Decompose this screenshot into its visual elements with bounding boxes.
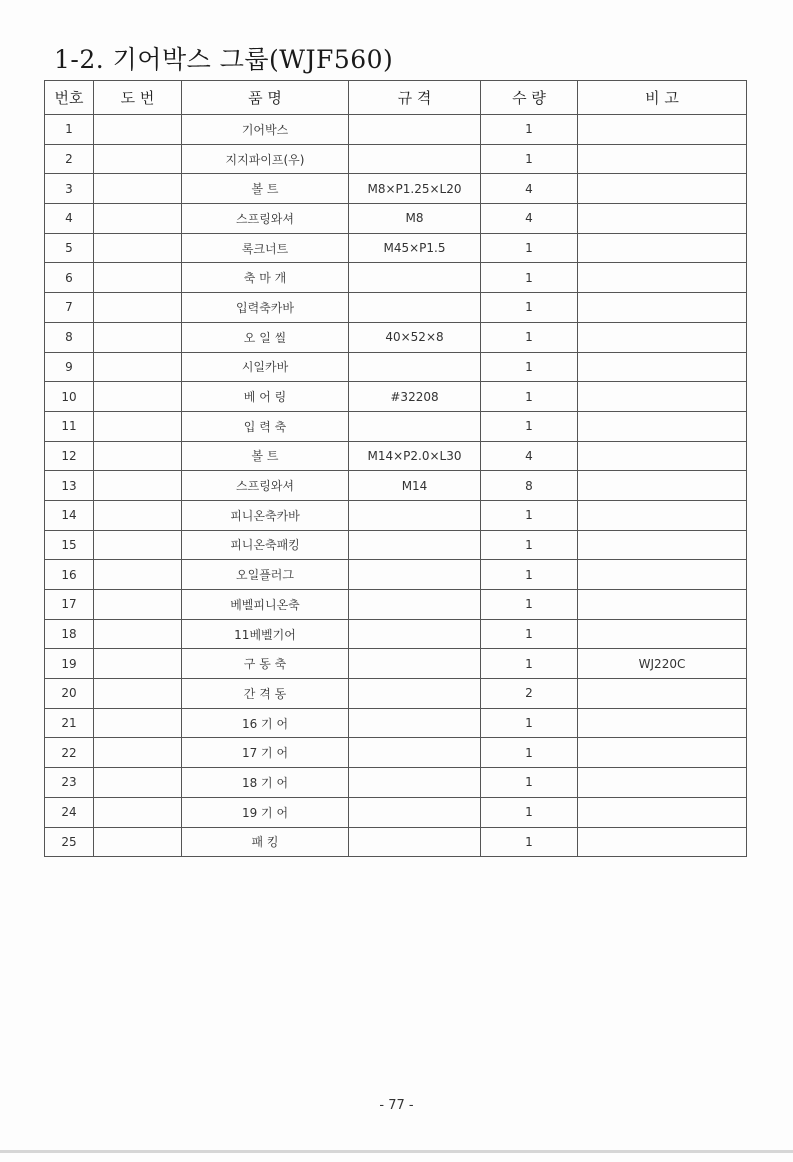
- cell-part-name: 피니온축패킹: [182, 530, 349, 560]
- cell-drawing-number: [94, 530, 182, 560]
- table-row: [45, 115, 747, 145]
- cell-part-name: 18 기 어: [182, 768, 349, 798]
- cell-remarks: [578, 530, 747, 560]
- cell-number: 7: [45, 293, 94, 323]
- cell-remarks: [578, 352, 747, 382]
- cell-quantity: 2: [481, 679, 578, 709]
- cell-drawing-number: [94, 560, 182, 590]
- cell-number: 21: [45, 708, 94, 738]
- table-header-row: [45, 81, 747, 115]
- table-row: [45, 500, 747, 530]
- cell-spec: [349, 263, 481, 293]
- table-row: [45, 590, 747, 620]
- cell-quantity: 4: [481, 174, 578, 204]
- cell-remarks: [578, 233, 747, 263]
- cell-number: 9: [45, 352, 94, 382]
- cell-remarks: [578, 708, 747, 738]
- page-bottom-edge: [0, 1150, 793, 1153]
- page-number: - 77 -: [379, 1098, 414, 1113]
- cell-number: 12: [45, 441, 94, 471]
- cell-spec: [349, 144, 481, 174]
- cell-quantity: 1: [481, 263, 578, 293]
- cell-quantity: 1: [481, 708, 578, 738]
- table-row: [45, 738, 747, 768]
- cell-number: 15: [45, 530, 94, 560]
- table-row: [45, 649, 747, 679]
- cell-spec: [349, 738, 481, 768]
- cell-remarks: WJ220C: [578, 649, 747, 679]
- cell-drawing-number: [94, 263, 182, 293]
- cell-drawing-number: [94, 352, 182, 382]
- cell-spec: M8×P1.25×L20: [349, 174, 481, 204]
- cell-quantity: 1: [481, 797, 578, 827]
- cell-drawing-number: [94, 619, 182, 649]
- cell-drawing-number: [94, 679, 182, 709]
- cell-spec: [349, 708, 481, 738]
- table-row: [45, 619, 747, 649]
- cell-number: 22: [45, 738, 94, 768]
- cell-quantity: 4: [481, 441, 578, 471]
- cell-quantity: 1: [481, 738, 578, 768]
- cell-number: 5: [45, 233, 94, 263]
- cell-drawing-number: [94, 797, 182, 827]
- table-row: [45, 708, 747, 738]
- cell-quantity: 1: [481, 293, 578, 323]
- cell-part-name: 17 기 어: [182, 738, 349, 768]
- table-row: [45, 174, 747, 204]
- parts-table: [44, 80, 747, 857]
- table-row: [45, 530, 747, 560]
- cell-part-name: 축 마 개: [182, 263, 349, 293]
- cell-drawing-number: [94, 115, 182, 145]
- header-number: 번호: [45, 81, 94, 115]
- cell-quantity: 1: [481, 352, 578, 382]
- cell-number: 19: [45, 649, 94, 679]
- table-row: [45, 204, 747, 234]
- cell-remarks: [578, 204, 747, 234]
- cell-remarks: [578, 560, 747, 590]
- cell-spec: [349, 827, 481, 857]
- cell-number: 8: [45, 322, 94, 352]
- table-row: [45, 471, 747, 501]
- cell-remarks: [578, 797, 747, 827]
- cell-spec: [349, 115, 481, 145]
- cell-drawing-number: [94, 411, 182, 441]
- cell-spec: [349, 649, 481, 679]
- cell-remarks: [578, 322, 747, 352]
- cell-quantity: 1: [481, 500, 578, 530]
- header-quantity: 수 량: [481, 81, 578, 115]
- cell-spec: M45×P1.5: [349, 233, 481, 263]
- cell-part-name: 오일플러그: [182, 560, 349, 590]
- cell-remarks: [578, 738, 747, 768]
- cell-part-name: 오 일 씰: [182, 322, 349, 352]
- cell-quantity: 8: [481, 471, 578, 501]
- cell-number: 4: [45, 204, 94, 234]
- table-row: [45, 352, 747, 382]
- cell-remarks: [578, 382, 747, 412]
- cell-quantity: 1: [481, 322, 578, 352]
- cell-spec: #32208: [349, 382, 481, 412]
- table-row: [45, 233, 747, 263]
- header-remarks: 비 고: [578, 81, 747, 115]
- cell-drawing-number: [94, 768, 182, 798]
- cell-remarks: [578, 590, 747, 620]
- cell-quantity: 1: [481, 115, 578, 145]
- table-row: [45, 560, 747, 590]
- cell-drawing-number: [94, 441, 182, 471]
- cell-remarks: [578, 263, 747, 293]
- cell-remarks: [578, 174, 747, 204]
- cell-drawing-number: [94, 827, 182, 857]
- cell-remarks: [578, 115, 747, 145]
- table-row: [45, 679, 747, 709]
- cell-part-name: 베벨피니온축: [182, 590, 349, 620]
- table-row: [45, 293, 747, 323]
- cell-quantity: 1: [481, 144, 578, 174]
- cell-number: 6: [45, 263, 94, 293]
- cell-part-name: 16 기 어: [182, 708, 349, 738]
- cell-spec: [349, 530, 481, 560]
- cell-spec: [349, 500, 481, 530]
- cell-drawing-number: [94, 322, 182, 352]
- cell-number: 24: [45, 797, 94, 827]
- cell-drawing-number: [94, 471, 182, 501]
- cell-quantity: 1: [481, 590, 578, 620]
- cell-spec: M14×P2.0×L30: [349, 441, 481, 471]
- cell-number: 13: [45, 471, 94, 501]
- cell-drawing-number: [94, 233, 182, 263]
- cell-number: 14: [45, 500, 94, 530]
- cell-remarks: [578, 768, 747, 798]
- cell-number: 11: [45, 411, 94, 441]
- header-part-name: 품 명: [182, 81, 349, 115]
- cell-part-name: 11베벨기어: [182, 619, 349, 649]
- cell-part-name: 스프링와셔: [182, 204, 349, 234]
- cell-quantity: 1: [481, 382, 578, 412]
- cell-drawing-number: [94, 738, 182, 768]
- cell-spec: [349, 352, 481, 382]
- cell-spec: M8: [349, 204, 481, 234]
- cell-remarks: [578, 411, 747, 441]
- cell-drawing-number: [94, 293, 182, 323]
- cell-part-name: 간 격 동: [182, 679, 349, 709]
- cell-part-name: 기어박스: [182, 115, 349, 145]
- cell-remarks: [578, 827, 747, 857]
- header-spec: 규 격: [349, 81, 481, 115]
- table-row: [45, 263, 747, 293]
- cell-quantity: 1: [481, 530, 578, 560]
- cell-spec: [349, 797, 481, 827]
- cell-part-name: 볼 트: [182, 441, 349, 471]
- cell-number: 20: [45, 679, 94, 709]
- cell-part-name: 피니온축카바: [182, 500, 349, 530]
- table-row: [45, 382, 747, 412]
- cell-spec: [349, 679, 481, 709]
- cell-spec: [349, 590, 481, 620]
- cell-quantity: 1: [481, 411, 578, 441]
- cell-drawing-number: [94, 500, 182, 530]
- cell-quantity: 1: [481, 560, 578, 590]
- cell-remarks: [578, 471, 747, 501]
- cell-part-name: 시일카바: [182, 352, 349, 382]
- cell-drawing-number: [94, 144, 182, 174]
- cell-number: 17: [45, 590, 94, 620]
- cell-remarks: [578, 144, 747, 174]
- cell-remarks: [578, 441, 747, 471]
- table-row: [45, 797, 747, 827]
- cell-part-name: 베 어 링: [182, 382, 349, 412]
- cell-spec: [349, 619, 481, 649]
- cell-number: 18: [45, 619, 94, 649]
- cell-number: 23: [45, 768, 94, 798]
- cell-drawing-number: [94, 382, 182, 412]
- cell-part-name: 구 동 축: [182, 649, 349, 679]
- table-row: [45, 441, 747, 471]
- cell-quantity: 1: [481, 649, 578, 679]
- cell-remarks: [578, 679, 747, 709]
- cell-part-name: 입력축카바: [182, 293, 349, 323]
- header-drawing-number: 도 번: [94, 81, 182, 115]
- cell-spec: [349, 411, 481, 441]
- cell-part-name: 스프링와셔: [182, 471, 349, 501]
- cell-drawing-number: [94, 174, 182, 204]
- cell-remarks: [578, 293, 747, 323]
- table-row: [45, 144, 747, 174]
- cell-part-name: 19 기 어: [182, 797, 349, 827]
- cell-spec: [349, 560, 481, 590]
- cell-drawing-number: [94, 708, 182, 738]
- cell-quantity: 1: [481, 768, 578, 798]
- cell-number: 3: [45, 174, 94, 204]
- cell-drawing-number: [94, 649, 182, 679]
- cell-quantity: 1: [481, 233, 578, 263]
- table-row: [45, 768, 747, 798]
- table-row: [45, 322, 747, 352]
- table-row: [45, 827, 747, 857]
- cell-number: 1: [45, 115, 94, 145]
- parts-table-body: [45, 115, 747, 857]
- cell-remarks: [578, 619, 747, 649]
- cell-part-name: 지지파이프(우): [182, 144, 349, 174]
- cell-drawing-number: [94, 590, 182, 620]
- cell-spec: M14: [349, 471, 481, 501]
- cell-number: 2: [45, 144, 94, 174]
- cell-quantity: 1: [481, 827, 578, 857]
- cell-number: 16: [45, 560, 94, 590]
- cell-quantity: 1: [481, 619, 578, 649]
- page-title: 1-2. 기어박스 그룹(WJF560): [54, 45, 394, 74]
- table-row: [45, 411, 747, 441]
- cell-quantity: 4: [481, 204, 578, 234]
- cell-spec: [349, 768, 481, 798]
- cell-spec: [349, 293, 481, 323]
- cell-part-name: 패 킹: [182, 827, 349, 857]
- cell-remarks: [578, 500, 747, 530]
- cell-drawing-number: [94, 204, 182, 234]
- cell-spec: 40×52×8: [349, 322, 481, 352]
- cell-number: 10: [45, 382, 94, 412]
- cell-part-name: 록크너트: [182, 233, 349, 263]
- cell-number: 25: [45, 827, 94, 857]
- cell-part-name: 볼 트: [182, 174, 349, 204]
- cell-part-name: 입 력 축: [182, 411, 349, 441]
